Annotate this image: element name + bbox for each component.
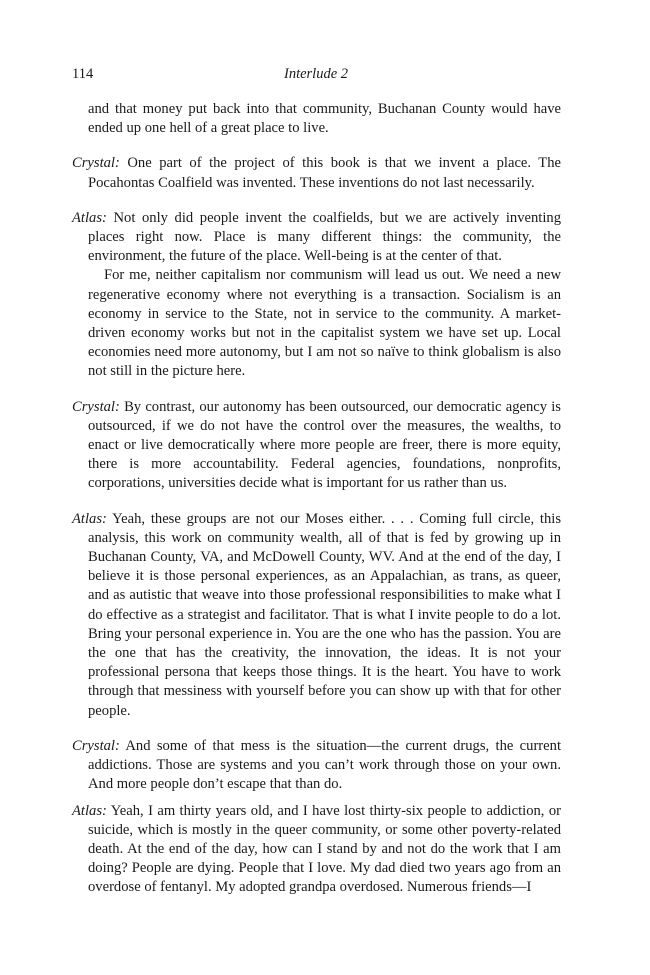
speaker-label: Crystal: <box>72 737 120 754</box>
speaker-label: Atlas: <box>72 802 107 819</box>
dialogue-atlas-3 <box>72 802 561 898</box>
dialogue-text: And some of that mess is the situation—the current drugs, the current addictions. Those are systems and you can’t work through those on your own. And more people don’t escape that than do. <box>88 737 561 793</box>
page-number: 114 <box>72 66 94 82</box>
dialogue-atlas-1-continued: For me, neither capitalism nor communism will lead us out. We need a new regenerative economy where not everything is a transaction. Socialism is an economy in service to the State, not in service to the community. A market-driven economy works but not in the capitalist system we have set up. Local economies need more autonomy, but I am not so naïve to think globalism is also not still in the picture here. <box>88 267 561 380</box>
speaker-label: Crystal: <box>72 398 120 415</box>
dialogue-atlas-1 <box>72 209 561 267</box>
body-text <box>72 100 561 898</box>
paragraph-continuation: and that money put back into that community, Buchanan County would have ended up one hell of a great place to live. <box>88 101 561 137</box>
dialogue-crystal-2 <box>72 398 561 494</box>
dialogue-text: Yeah, I am thirty years old, and I have lost thirty-six people to addiction, or suicide, which is mostly in the queer community, or some other poverty-related death. At the end of the day, how can I stand by and not do the work that I am doing? People are dying. People that I love. My dad died two years ago from an overdose of fentanyl. My adopted grandpa overdosed. Numerous friends—I <box>88 802 561 896</box>
dialogue-text: By contrast, our autonomy has been outsourced, our democratic agency is outsourced, if we do not have the control over the measures, the wealths, to enact or live democratically where more people are freer, there is more equity, there is more accountability. Federal agencies, foundations, nonprofits, corporations, universities decide what is important for us rather than us. <box>88 398 561 492</box>
dialogue-text: Yeah, these groups are not our Moses either. . . . Coming full circle, this analysis, this work on community wealth, all of that is fed by growing up in Buchanan County, VA, and McDowell County, WV. And at the end of the day, I believe it is those personal experiences, as an Appalachian, as trans, as queer, and as autistic that weave into those professional responsibilities to make what I do effective as a strategist and facilitator. That is what I invite people to do a lot. Bring your personal experience in. You are the one who has the passion. You are the one that has the creativity, the innovation, the ideas. It is not your professional persona that keeps those things. It is the heart. You have to work through that messiness with yourself before you can show up with that for other people. <box>88 510 561 719</box>
dialogue-text: Not only did people invent the coalfields, but we are actively inventing places right now. Place is many different things: the community, the environment, the future of the place. Well-being is at the center of that. <box>88 209 561 265</box>
dialogue-text: One part of the project of this book is that we invent a place. The Pocahontas Coalfield was invented. These inventions do not last necessarily. <box>88 155 561 191</box>
dialogue-crystal-3 <box>72 737 561 795</box>
page-header <box>72 66 560 88</box>
speaker-label: Atlas: <box>72 510 107 527</box>
dialogue-atlas-2 <box>72 510 561 721</box>
speaker-label: Crystal: <box>72 155 120 172</box>
speaker-label: Atlas: <box>72 209 107 226</box>
dialogue-crystal-1 <box>72 154 561 192</box>
running-head: Interlude 2 <box>283 66 349 82</box>
